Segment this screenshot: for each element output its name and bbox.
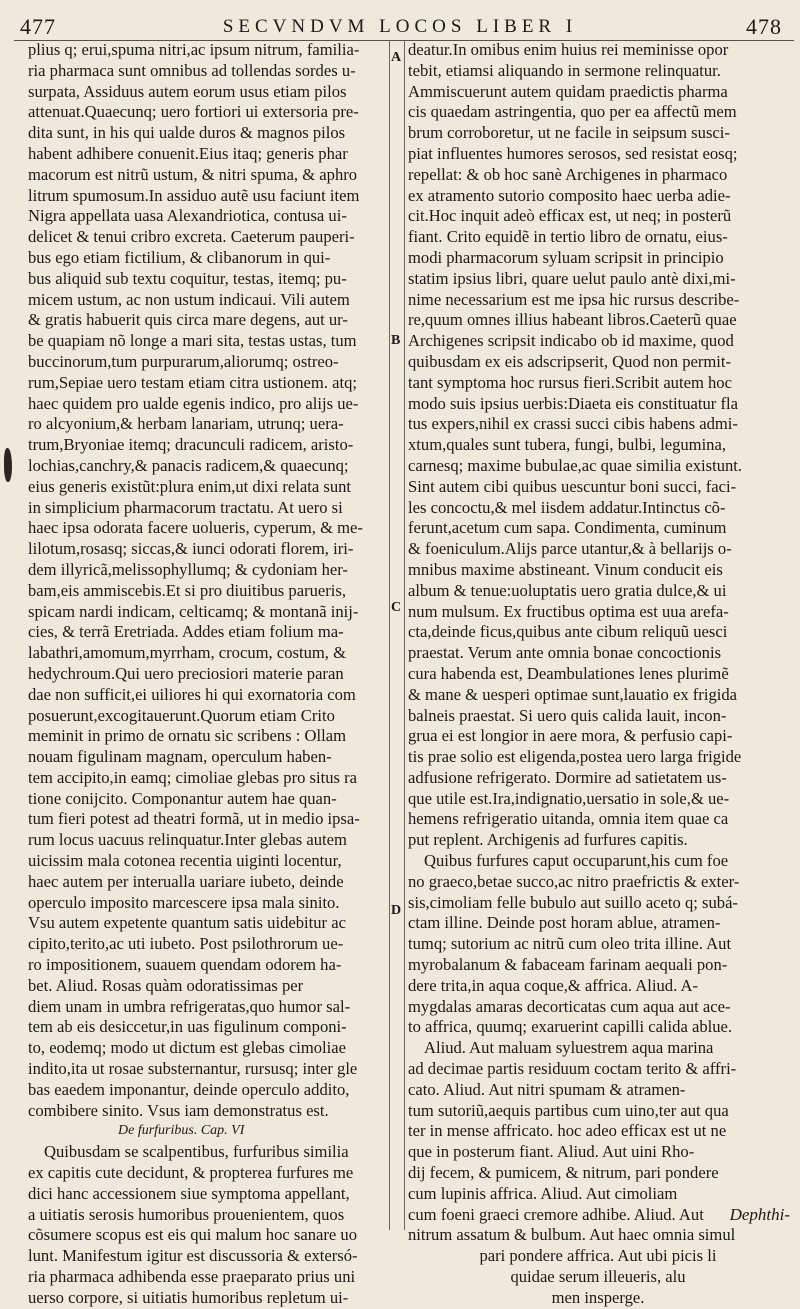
text-line: tione conijcito. Componantur autem hae quan-: [28, 788, 337, 808]
text-line: hedychroum.Qui uero preciosiori materie paran: [28, 663, 344, 683]
text-line: plius q; erui,spuma nitri,ac ipsum nitrum, familia-: [28, 40, 360, 59]
text-line: repellat: & ob hoc sanè Archigenes in pharmaco: [408, 164, 728, 184]
text-line: ad decimae partis residuum coctam terito & affri-: [408, 1059, 737, 1079]
text-line: operculo imposito marcescere ipsa mala sinito.: [28, 892, 340, 912]
text-line: ria pharmaca sunt omnibus ad tollendas sordes u-: [28, 60, 356, 80]
text-line: cum lupinis affrica. Aliud. Aut cimoliam: [408, 1183, 678, 1203]
text-line: a uitiatis serosis humoribus prouenientem, quos: [28, 1204, 345, 1224]
text-line: buccinorum,tum purpurarum,aliorumq; ostreo-: [28, 351, 339, 371]
text-line: tant symptoma hoc rursus fieri.Scribit autem hoc: [408, 372, 732, 392]
text-line: cipito,terito,ac uti iubeto. Post psilothrorum ue-: [28, 934, 344, 954]
text-line: tum fieri potest ad theatri formã, ut in medio ipsa-: [28, 809, 360, 829]
text-line: modi pharmacorum syluam scripsit in principio: [408, 247, 724, 267]
text-line: dae non sufficit,ei uiliores hi qui exornatoria com: [28, 684, 356, 704]
text-line: tis prae solio est eligenda,postea uero larga frigide: [408, 747, 742, 767]
text-line: modo suis ipsius uerbis:Diaeta eis constituatur fla: [408, 393, 738, 413]
text-line: haec quidem pro ualde egenis indico, pro alijs ue-: [28, 393, 359, 413]
right-column: [408, 40, 788, 1309]
page-number-left: 477: [20, 14, 56, 39]
text-line: les concoctu,& mel iisdem addatur.Intinctus cõ-: [408, 497, 726, 517]
text-line: Ammiscuerunt autem quidam praedictis pharma: [408, 81, 728, 101]
text-line: cta,deinde ficus,quibus ante cibum reliquũ uesci: [408, 622, 728, 642]
text-line: cato. Aliud. Aut nitri spumam & atramen-: [408, 1079, 686, 1099]
catchword: Dephthi-: [729, 1205, 790, 1224]
text-line: diem unam in umbra refrigeratas,quo humor sal-: [28, 996, 351, 1016]
text-line: num mulsum. Ex fructibus optima est uua arefa-: [408, 601, 729, 621]
text-line: bam,eis ammiscebis.Et si pro diuitibus parueris,: [28, 580, 346, 600]
page-number-right: 478: [746, 14, 782, 39]
text-line: ex atramento sutorio composito haec uerba adie-: [408, 185, 731, 205]
text-line: litrum spumosum.In assiduo autẽ usu faciunt item: [28, 185, 360, 205]
text-line: praestat. Verum ante omnia bonae concoctionis: [408, 643, 722, 663]
text-line: ex capitis cute decidunt, & propterea furfures me: [28, 1163, 354, 1183]
text-line: cit.Hoc inquit adeò efficax est, ut neq; in posterũ: [408, 206, 732, 226]
text-line: put replent. Archigenis ad furfures capitis.: [408, 830, 688, 850]
text-line: grua ei est longior in aere mora, & perfusio capi-: [408, 726, 733, 746]
text-line: haec autem per interualla uariare iubeto, deinde: [28, 871, 344, 891]
text-line: in simplicium pharmacorum tractatu. At uero si: [28, 497, 343, 517]
text-line: to affrica, quumq; exaruerint capilli calida ablue.: [408, 1017, 733, 1037]
text-line: tebit, etiamsi aliquando in sermone relinquatur.: [408, 60, 721, 80]
text-line: uerso corpore, si uitiatis humoribus repletum ui-: [28, 1287, 349, 1307]
text-line: quidae serum illeueris, alu: [510, 1267, 686, 1287]
text-line: hemens refrigeratio uitanda, omnia item quae ca: [408, 809, 729, 829]
text-line: Quibus furfures caput occuparunt,his cum foe: [424, 851, 729, 871]
text-line: tem accipito,in eamq; cimoliae glebas pro situs ra: [28, 767, 358, 787]
text-line: sis,cimoliam felle bubulo aut suillo aceto q; subá-: [408, 892, 738, 912]
text-line: tem ab eis desiccetur,in uas figulinum componi-: [28, 1017, 347, 1037]
text-line: album & tenue:uoluptatis uero gratia dulce,& ui: [408, 580, 727, 600]
text-line: lochias,canchry,& panacis radicem,& quaecunq;: [28, 455, 349, 475]
text-line: surpata, Assiduus autem eorum usus etiam pilos: [28, 81, 347, 101]
text-line: men insperge.: [551, 1287, 645, 1307]
text-line: cõsumere scopus est eis qui malum hoc sanare uo: [28, 1225, 358, 1245]
text-line: nime necessarium est me ipsa hic rursus describe-: [408, 289, 740, 309]
text-line: Archigenes scripsit indicabo ob id maxime, quod: [408, 331, 734, 351]
text-line: nitrum assatum & bulbum. Aut haec omnia simul: [408, 1225, 736, 1245]
text-line: que in posterum fiant. Aliud. Aut uini Rho-: [408, 1142, 695, 1162]
text-line: myrobalanum & fabaceam farinam aequali pon-: [408, 955, 728, 975]
text-line: labathri,amomum,myrrham, crocum, costum, &: [28, 643, 346, 663]
column-rule-left: [389, 40, 390, 1230]
text-line: cies, & terrã Eretriada. Addes etiam folium ma-: [28, 622, 344, 642]
text-line: bet. Aliud. Rosas quàm odoratissimas per: [28, 975, 304, 995]
text-line: ferunt,acetum cum sapa. Condimenta, cuminum: [408, 518, 727, 538]
text-line: fiant. Crito equidẽ in tertio libro de ornatu, eius-: [408, 227, 728, 247]
margin-mark-d: D: [391, 903, 402, 918]
text-line: dem illyricã,melissophyllumq; & cydoniam her-: [28, 559, 348, 579]
text-line: quibusdam ex eis adscripserit, Quod non permit-: [408, 351, 732, 371]
text-line: ro alcyonium,& herbam lanariam, utrunq; uera-: [28, 414, 344, 434]
text-line: piat influentes humores serosos, sed resistat eosq;: [408, 143, 738, 163]
text-line: ter in mense affricato. hoc adeo efficax est ut ne: [408, 1121, 727, 1141]
text-line: eius generis existũt:plura enim,ut dixi relata sunt: [28, 476, 352, 496]
text-line: bus aliquid sub textu coquitur, testas, itemq; pu-: [28, 268, 347, 288]
ink-smudge: [4, 448, 12, 482]
text-line: no graeco,betae succo,ac nitro praefrictis & exter-: [408, 871, 740, 891]
margin-mark-a: A: [391, 50, 402, 65]
text-line: dij fecem, & pumicem, & nitrum, pari pondere: [408, 1163, 719, 1183]
text-line: ro impositionem, suauem quendam odorem ha-: [28, 955, 342, 975]
column-rule-right: [404, 40, 405, 1230]
text-line: micem ustum, ac non ustum indicaui. Vili autem: [28, 289, 350, 309]
text-line: nouam figulinam magnam, operculum haben-: [28, 747, 332, 767]
text-line: ctam illine. Deinde post horam ablue, atramen-: [408, 913, 721, 933]
chapter-heading: De furfuribus. Cap. VI: [118, 1123, 245, 1139]
text-line: attenuat.Quaecunq; uero fortiori ui extersoria pre-: [28, 102, 359, 122]
text-line: delicet & tenui cribro excreta. Caeterum pauperi-: [28, 227, 355, 247]
text-line: be quapiam nõ longe a mari sita, testas ustas, tum: [28, 331, 357, 351]
text-line: haec ipsa odorata facere uolueris, cyperum, & me-: [28, 518, 363, 538]
text-line: & gratis habuerit quis circa mare degens, aut ur-: [28, 310, 348, 330]
text-line: spicam nardi indicam, celticamq; & montanã inij-: [28, 601, 359, 621]
left-column: [28, 40, 394, 1309]
text-line: meminit in primo de ornatu sic scribens : Ollam: [28, 726, 346, 746]
text-line: rum,Sepiae uero testam etiam citra ustionem. atq;: [28, 372, 358, 392]
text-line: cis quaedam astringentia, quo per ea affectũ mem: [408, 102, 737, 122]
text-line: bus ego etiam fictilium, & clibanorum in qui-: [28, 247, 331, 267]
text-line: deatur.In omibus enim huius rei meminisse opor: [408, 40, 729, 59]
text-line: to, eodemq; modo ut dictum est glebas cimoliae: [28, 1038, 346, 1058]
text-line: uicissim mala cotonea recentia uiginti locentur,: [28, 851, 342, 871]
text-line: balneis praestat. Si uero quis calida lauit, incon-: [408, 705, 727, 725]
text-line: carnesq; maxime bubulae,ac quae similia existunt.: [408, 455, 743, 475]
text-line: statim ipsius libri, quare uelut paulo antè dixi,mi-: [408, 268, 736, 288]
text-line: tumq; sutorium ac nitrũ cum oleo trita illine. Aut: [408, 934, 732, 954]
margin-mark-b: B: [391, 333, 401, 348]
text-line: que utile est.Ira,indignatio,uersatio in sole,& ue-: [408, 788, 730, 808]
text-line: Aliud. Aut maluam syluestrem aqua marina: [424, 1038, 714, 1058]
text-line: Nigra appellata uasa Alexandriotica, contusa ui-: [28, 206, 347, 226]
text-line: dere trita,in aqua coque,& affrica. Aliud. A-: [408, 975, 698, 995]
text-line: combibere sinito. Vsus iam demonstratus est.: [28, 1100, 329, 1120]
text-line: Vsu autem expetente quantum satis uidebitur ac: [28, 913, 346, 933]
text-line: rum locus uacuus relinquatur.Inter glebas autem: [28, 830, 347, 850]
text-line: mygdalas amaras decorticatas cum aqua aut ace-: [408, 996, 731, 1016]
text-line: adfusione refrigerato. Dormire ad satietatem us-: [408, 767, 727, 787]
text-line: tum sutoriũ,aequis partibus cum uino,ter aut qua: [408, 1100, 729, 1120]
text-line: cum foeni graeci cremore adhibe. Aliud. Aut: [408, 1204, 704, 1224]
text-line: habent adhibere conuenit.Eius itaq; generis phar: [28, 143, 348, 163]
text-line: Sint autem cibi quibus uescuntur boni succi, faci-: [408, 476, 737, 496]
text-line: dici hanc accessionem siue symptoma appellant,: [28, 1183, 350, 1203]
text-line: macorum est nitrũ ustum, & nitri spuma, & aphro: [28, 164, 358, 184]
text-line: xtum,quales sunt tubera, fungi, bulbi, legumina,: [408, 435, 726, 455]
text-line: re,quum omnes illius habeant libros.Caeterũ quae: [408, 310, 737, 330]
text-line: ria pharmaca adhibenda esse praeparato prius uni: [28, 1267, 356, 1287]
text-line: lilotum,rosasq; siccas,& iunci odorati florem, iri-: [28, 539, 354, 559]
running-title: SECVNDVM LOCOS LIBER I: [222, 16, 578, 37]
text-line: indito,ita ut rosae substernantur, rursusq; inter gle: [28, 1059, 358, 1079]
text-line: lunt. Manifestum igitur est discussoria & extersó-: [28, 1246, 358, 1266]
text-line: & mane & uesperi optimae sunt,lauatio ex frigida: [408, 684, 738, 704]
text-line: brum corroboretur, ut ne facile in seipsum susci-: [408, 123, 730, 143]
text-line: pari pondere affrica. Aut ubi picis li: [479, 1246, 717, 1266]
text-line: cura habenda est, Deambulationes lenes plurimẽ: [408, 663, 729, 683]
text-line: posuerunt,excogitauerunt.Quorum etiam Crito: [28, 705, 335, 725]
text-line: dita sunt, in his qui ualde duros & magnos pilos: [28, 123, 346, 143]
text-line: bas eaedem imponantur, deinde operculo addito,: [28, 1079, 350, 1099]
text-line: trum,Bryoniae itemq; dracunculi radicem, aristo-: [28, 435, 354, 455]
text-line: tus expers,nihil ex crassi succi cibis habens admi-: [408, 414, 738, 434]
text-line: mnibus maxime abstineant. Vinum conducit eis: [408, 559, 723, 579]
running-header: [0, 4, 800, 38]
text-line: Quibusdam se scalpentibus, furfuribus similia: [44, 1142, 349, 1162]
text-line: & foeniculum.Alijs parce utantur,& à bellarijs o-: [408, 539, 732, 559]
margin-mark-c: C: [391, 600, 402, 615]
